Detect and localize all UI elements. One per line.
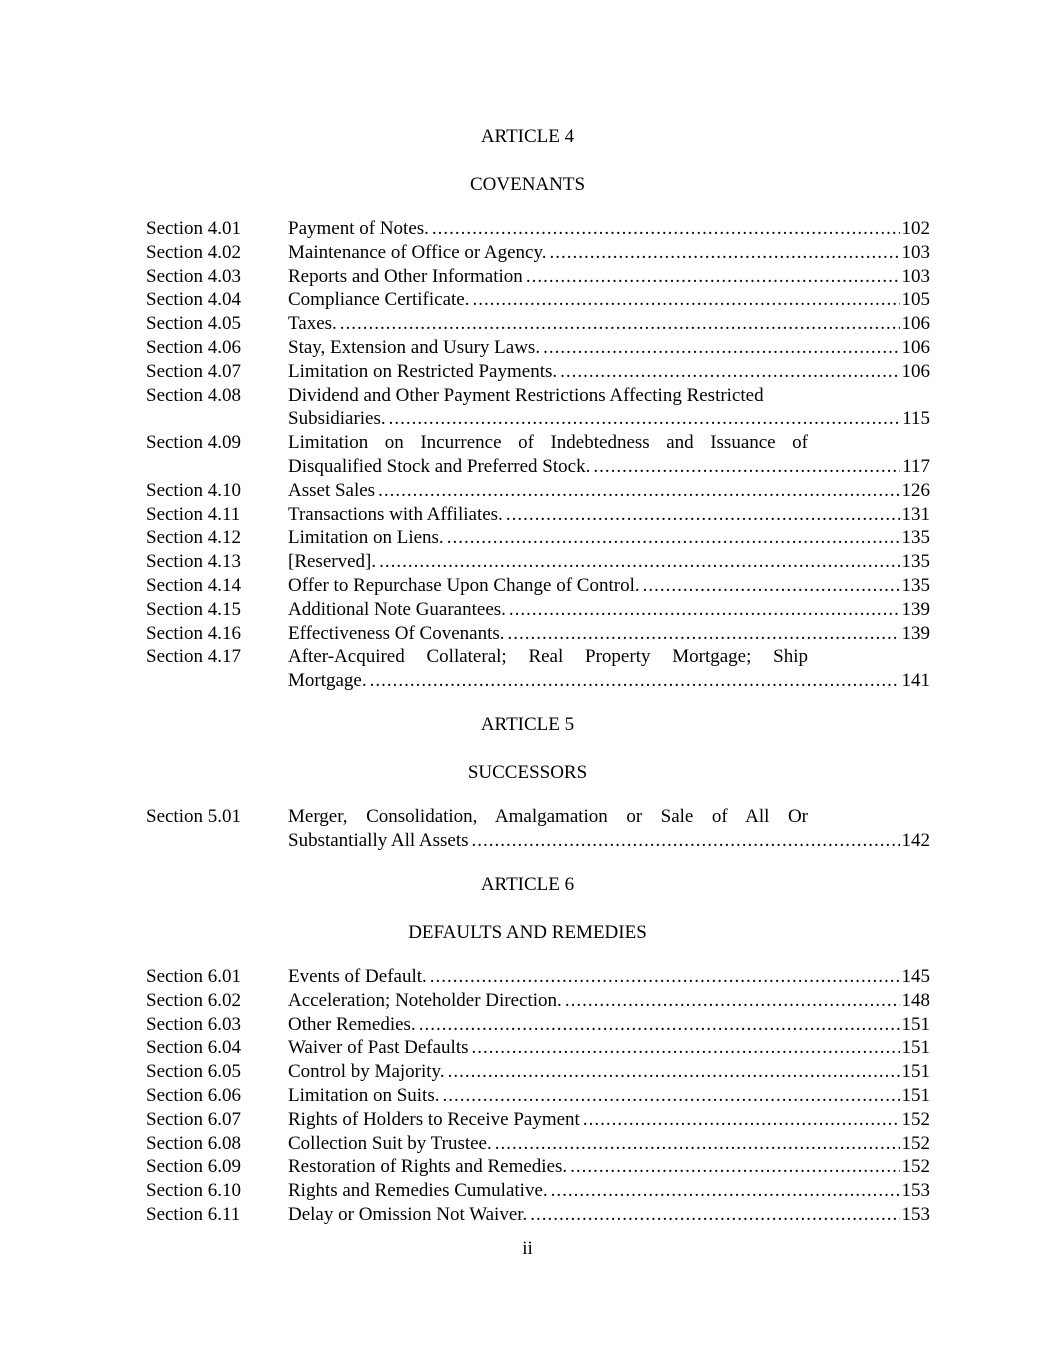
dot-leader <box>495 1132 900 1156</box>
page-reference: 126 <box>901 479 930 501</box>
dot-leader <box>570 1155 899 1179</box>
page-number: ii <box>522 1238 533 1259</box>
page-reference: 151 <box>901 1061 930 1083</box>
toc-entry-6-07[interactable] <box>146 1108 930 1132</box>
section-title: [Reserved]. <box>288 551 377 573</box>
article-4-title: COVENANTS <box>469 174 586 195</box>
dot-leader <box>472 1036 900 1060</box>
toc-entry-4-14[interactable] <box>146 574 930 598</box>
section-number: Section 6.02 <box>146 989 241 1011</box>
section-title: Taxes. <box>288 313 337 335</box>
dot-leader <box>472 288 899 312</box>
page-reference: 141 <box>901 670 930 692</box>
section-title: Maintenance of Office or Agency. <box>288 241 547 263</box>
toc-entry-4-01[interactable] <box>146 217 930 241</box>
toc-entry-6-10[interactable] <box>146 1179 930 1203</box>
page-reference: 117 <box>902 455 930 477</box>
toc-entry-4-17[interactable] <box>146 645 930 693</box>
section-number: Section 4.15 <box>146 598 241 620</box>
toc-entry-5-01[interactable] <box>146 805 930 853</box>
toc-entry-6-08[interactable] <box>146 1132 930 1156</box>
page-reference: 139 <box>901 622 930 644</box>
page-reference: 106 <box>901 313 930 335</box>
section-number: Section 6.04 <box>146 1037 241 1059</box>
toc-entry-4-05[interactable] <box>146 312 930 336</box>
page-reference: 152 <box>901 1156 930 1178</box>
section-title: Compliance Certificate. <box>288 289 470 311</box>
page-reference: 106 <box>901 360 930 382</box>
dot-leader <box>389 407 901 431</box>
dot-leader <box>378 479 899 503</box>
article-6-toc <box>146 965 930 1227</box>
section-number: Section 6.03 <box>146 1013 241 1035</box>
page-reference: 142 <box>901 829 930 851</box>
dot-leader <box>551 1179 900 1203</box>
dot-leader <box>448 1060 900 1084</box>
article-6-number: ARTICLE 6 <box>480 874 575 895</box>
toc-entry-4-12[interactable] <box>146 526 930 550</box>
toc-entry-6-05[interactable] <box>146 1060 930 1084</box>
section-title: Rights of Holders to Receive Payment <box>288 1108 580 1130</box>
dot-leader <box>442 1084 899 1108</box>
dot-leader <box>526 265 900 289</box>
toc-entry-6-02[interactable] <box>146 989 930 1013</box>
dot-leader <box>506 503 900 527</box>
section-title-line-1: Dividend and Other Payment Restrictions Affecting Restricted <box>288 384 764 406</box>
section-number: Section 6.07 <box>146 1108 241 1130</box>
page-reference: 106 <box>901 336 930 358</box>
toc-entry-6-11[interactable] <box>146 1203 930 1227</box>
section-number: Section 6.08 <box>146 1132 241 1154</box>
section-number: Section 4.03 <box>146 265 241 287</box>
section-title-line-1: Merger, Consolidation, Amalgamation or Sale of All Or <box>288 806 808 827</box>
section-title-line-1: After-Acquired Collateral; Real Property Mortgage; Ship <box>288 646 808 668</box>
section-number: Section 6.05 <box>146 1061 241 1083</box>
section-title: Asset Sales <box>288 479 376 501</box>
page-reference: 151 <box>901 1084 930 1106</box>
dot-leader <box>432 217 900 241</box>
page-reference: 115 <box>902 408 930 430</box>
dot-leader <box>550 241 900 265</box>
page-reference: 153 <box>901 1180 930 1202</box>
page-reference: 139 <box>901 598 930 620</box>
toc-entry-4-10[interactable] <box>146 479 930 503</box>
section-title: Offer to Repurchase Upon Change of Control. <box>288 574 640 596</box>
toc-entry-4-13[interactable] <box>146 550 930 574</box>
section-title: Limitation on Restricted Payments. <box>288 360 558 382</box>
section-title: Stay, Extension and Usury Laws. <box>288 336 541 358</box>
section-title-line-2: Mortgage. <box>288 670 367 692</box>
article-5-toc <box>146 805 930 853</box>
toc-entry-4-02[interactable] <box>146 241 930 265</box>
toc-entry-4-15[interactable] <box>146 598 930 622</box>
section-number: Section 4.10 <box>146 479 241 501</box>
toc-entry-6-03[interactable] <box>146 1013 930 1037</box>
page-reference: 145 <box>901 966 930 987</box>
section-number: Section 4.07 <box>146 360 241 382</box>
section-title-line-1: Limitation on Incurrence of Indebtedness and Issuance of <box>288 432 808 454</box>
page-reference: 135 <box>901 527 930 549</box>
page-reference: 103 <box>901 265 930 287</box>
section-title: Effectiveness Of Covenants. <box>288 622 505 644</box>
toc-entry-6-09[interactable] <box>146 1155 930 1179</box>
section-number: Section 6.11 <box>146 1203 241 1225</box>
section-title: Control by Majority. <box>288 1061 445 1083</box>
article-4-number: ARTICLE 4 <box>480 126 575 147</box>
dot-leader <box>543 336 899 360</box>
dot-leader <box>447 526 900 550</box>
toc-entry-4-07[interactable] <box>146 360 930 384</box>
section-number: Section 5.01 <box>146 806 241 827</box>
section-title-line-2: Subsidiaries. <box>288 408 386 430</box>
page-reference: 148 <box>901 989 930 1011</box>
section-number: Section 4.05 <box>146 313 241 335</box>
section-title: Additional Note Guarantees. <box>288 598 506 620</box>
section-title: Payment of Notes. <box>288 218 429 239</box>
dot-leader <box>560 360 899 384</box>
section-title: Delay or Omission Not Waiver. <box>288 1203 528 1225</box>
section-number: Section 6.01 <box>146 966 241 987</box>
section-number: Section 6.06 <box>146 1084 241 1106</box>
section-number: Section 4.04 <box>146 289 241 311</box>
section-number: Section 4.09 <box>146 432 241 454</box>
dot-leader <box>509 598 900 622</box>
dot-leader <box>565 989 900 1013</box>
page-reference: 105 <box>901 289 930 311</box>
page-reference: 153 <box>901 1203 930 1225</box>
dot-leader <box>593 455 900 479</box>
page-reference: 135 <box>901 574 930 596</box>
section-title: Waiver of Past Defaults <box>288 1037 469 1059</box>
page-reference: 103 <box>901 241 930 263</box>
dot-leader <box>379 550 899 574</box>
section-title: Reports and Other Information <box>288 265 523 287</box>
section-number: Section 6.10 <box>146 1180 241 1202</box>
section-number: Section 4.06 <box>146 336 241 358</box>
dot-leader <box>340 312 900 336</box>
dot-leader <box>472 829 900 853</box>
section-title: Events of Default. <box>288 966 427 987</box>
dot-leader <box>508 622 900 646</box>
toc-entry-4-09[interactable] <box>146 431 930 479</box>
article-5-number: ARTICLE 5 <box>480 714 575 735</box>
page-reference: 131 <box>901 503 930 525</box>
toc-entry-6-04[interactable] <box>146 1036 930 1060</box>
section-number: Section 4.02 <box>146 241 241 263</box>
section-title: Acceleration; Noteholder Direction. <box>288 989 562 1011</box>
page-reference: 135 <box>901 551 930 573</box>
section-number: Section 4.11 <box>146 503 241 525</box>
section-title: Limitation on Suits. <box>288 1084 440 1106</box>
section-number: Section 4.17 <box>146 646 241 668</box>
section-title: Transactions with Affiliates. <box>288 503 503 525</box>
page-reference: 152 <box>901 1132 930 1154</box>
article-5-title: SUCCESSORS <box>467 762 588 783</box>
section-title: Limitation on Liens. <box>288 527 444 549</box>
section-title: Rights and Remedies Cumulative. <box>288 1180 548 1202</box>
dot-leader <box>643 574 900 598</box>
toc-entry-4-03[interactable] <box>146 265 930 289</box>
section-number: Section 4.13 <box>146 551 241 573</box>
page-reference: 102 <box>901 218 930 239</box>
section-number: Section 4.14 <box>146 574 241 596</box>
section-title-line-2: Substantially All Assets <box>288 829 469 851</box>
dot-leader <box>583 1108 900 1132</box>
section-title: Restoration of Rights and Remedies. <box>288 1156 568 1178</box>
page-reference: 151 <box>901 1037 930 1059</box>
toc-entry-4-16[interactable] <box>146 622 930 646</box>
page-reference: 151 <box>901 1013 930 1035</box>
section-number: Section 6.09 <box>146 1156 241 1178</box>
section-number: Section 4.01 <box>146 218 241 239</box>
section-title-line-2: Disqualified Stock and Preferred Stock. <box>288 455 591 477</box>
dot-leader <box>419 1013 900 1037</box>
toc-entry-4-08[interactable] <box>146 384 930 432</box>
toc-entry-6-06[interactable] <box>146 1084 930 1108</box>
section-title: Other Remedies. <box>288 1013 416 1035</box>
dot-leader <box>370 669 900 693</box>
toc-entry-4-11[interactable] <box>146 503 930 527</box>
page-reference: 152 <box>901 1108 930 1130</box>
article-4-toc <box>146 217 930 693</box>
article-6-title: DEFAULTS AND REMEDIES <box>408 922 647 943</box>
dot-leader <box>530 1203 899 1227</box>
toc-entry-4-04[interactable] <box>146 288 930 312</box>
section-number: Section 4.08 <box>146 384 241 406</box>
dot-leader <box>430 965 900 989</box>
toc-entry-4-06[interactable] <box>146 336 930 360</box>
section-number: Section 4.16 <box>146 622 241 644</box>
section-number: Section 4.12 <box>146 527 241 549</box>
toc-entry-6-01[interactable] <box>146 965 930 989</box>
section-title: Collection Suit by Trustee. <box>288 1132 492 1154</box>
